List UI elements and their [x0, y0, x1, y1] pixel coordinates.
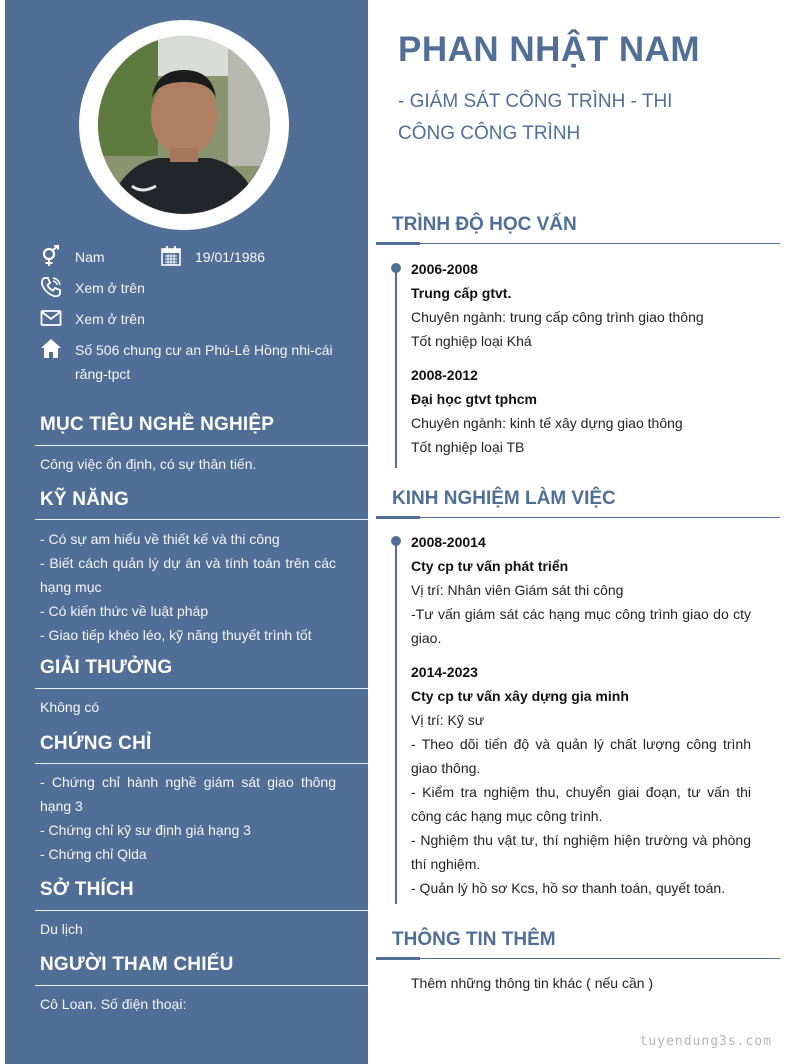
gender-value: Nam [75, 249, 105, 265]
phone-icon [40, 276, 62, 298]
education-period: 2008-2012 [411, 367, 478, 383]
experience-line: -Tư vấn giám sát các hạng mục công trình giao do cty giao. [411, 606, 751, 646]
experience-line: Vị trí: Kỹ sư [411, 712, 485, 728]
watermark: tuyendung3s.com [639, 1034, 772, 1049]
candidate-name: PHAN NHẬT NAM [398, 30, 701, 69]
mail-icon [40, 307, 62, 329]
skills-divider [35, 519, 368, 520]
experience-line: - Nghiệm thu vật tư, thí nghiệm hiện trường và phòng thí nghiệm. [411, 832, 751, 872]
awards-divider [35, 688, 368, 689]
additional-divider [376, 958, 780, 959]
references-divider [35, 985, 368, 986]
certificate-item: - Chứng chỉ kỹ sư định giá hạng 3 [40, 822, 251, 838]
certificate-item: - Chứng chỉ hành nghề giám sát giao thông hạng 3 [40, 774, 336, 814]
education-school: Trung cấp gtvt. [411, 285, 512, 301]
objective-divider [35, 445, 368, 446]
education-major: Chuyên ngành: trung cấp công trình giao thông [411, 309, 704, 325]
phone-value: Xem ở trên [75, 280, 145, 296]
education-period: 2006-2008 [411, 261, 478, 277]
certificates-list [40, 770, 336, 866]
skill-item: - Có sự am hiểu về thiết kế và thi công [40, 531, 280, 547]
experience-divider [376, 517, 780, 518]
education-entry [411, 363, 751, 459]
references-title: NGƯỜI THAM CHIẾU [40, 954, 234, 975]
education-grade: Tốt nghiệp loại TB [411, 439, 525, 455]
experience-entry [411, 660, 751, 900]
experience-timeline [395, 539, 397, 904]
timeline-dot [391, 536, 401, 546]
avatar [98, 36, 270, 214]
timeline-dot [391, 263, 401, 273]
objective-text: Công việc ổn định, có sự thân tiến. [40, 456, 257, 472]
experience-period: 2014-2023 [411, 664, 478, 680]
address-line-2: răng-tpct [75, 366, 131, 382]
awards-title: GIẢI THƯỞNG [40, 657, 173, 678]
experience-line: Vị trí: Nhân viên Giám sát thi công [411, 582, 624, 598]
experience-entry [411, 530, 751, 650]
certificate-item: - Chứng chỉ Qlda [40, 846, 147, 862]
experience-line: - Kiểm tra nghiệm thu, chuyển giai đoạn, tư vấn thi công các hạng mục công trình. [411, 784, 751, 824]
education-divider [376, 243, 780, 244]
education-grade: Tốt nghiệp loại Khá [411, 333, 532, 349]
experience-line: - Quản lý hồ sơ Kcs, hồ sơ thanh toán, quyết toán. [411, 880, 726, 896]
experience-company: Cty cp tư vấn phát triển [411, 558, 569, 574]
experience-period: 2008-20014 [411, 534, 486, 550]
education-timeline [395, 266, 397, 468]
experience-company: Cty cp tư vấn xây dựng gia minh [411, 688, 629, 704]
hobbies-title: SỞ THÍCH [40, 879, 134, 900]
education-major: Chuyên ngành: kinh tế xây dựng giao thông [411, 415, 683, 431]
skills-list [40, 527, 336, 647]
address-row [40, 338, 340, 386]
education-school: Đại học gtvt tphcm [411, 391, 538, 407]
skills-title: KỸ NĂNG [40, 489, 130, 510]
experience-line: - Theo dõi tiến độ và quản lý chất lượng công trình giao thông. [411, 736, 751, 776]
experience-title: KINH NGHIỆM LÀM VIỆC [392, 488, 616, 509]
skill-item: - Giao tiếp khéo léo, kỹ năng thuyết trình tốt [40, 627, 312, 643]
address-line-1: Số 506 chung cư an Phú-Lê Hồng nhi-cái [75, 342, 333, 358]
references-text: Cô Loan. Số điện thoại: [40, 996, 187, 1012]
education-title: TRÌNH ĐỘ HỌC VẤN [392, 214, 577, 235]
birthdate-value: 19/01/1986 [195, 249, 266, 265]
additional-text: Thêm những thông tin khác ( nếu cần ) [411, 975, 654, 991]
hobbies-text: Du lịch [40, 921, 83, 937]
job-title: - GIÁM SÁT CÔNG TRÌNH - THI CÔNG CÔNG TRÌNH [398, 91, 673, 144]
calendar-icon [160, 245, 182, 267]
hobbies-divider [35, 910, 368, 911]
awards-text: Không có [40, 699, 100, 715]
sidebar [5, 0, 368, 1064]
certificates-title: CHỨNG CHỈ [40, 733, 152, 754]
skill-item: - Biết cách quản lý dự án và tính toán trên các hạng mục [40, 555, 336, 595]
skill-item: - Có kiến thức về luật pháp [40, 603, 209, 619]
additional-title: THÔNG TIN THÊM [392, 929, 556, 950]
certificates-divider [35, 763, 368, 764]
gender-icon [40, 245, 62, 267]
education-entry [411, 257, 751, 353]
home-icon [40, 338, 62, 360]
email-value: Xem ở trên [75, 311, 145, 327]
avatar-frame [79, 20, 289, 230]
objective-title: MỤC TIÊU NGHỀ NGHIỆP [40, 414, 275, 435]
